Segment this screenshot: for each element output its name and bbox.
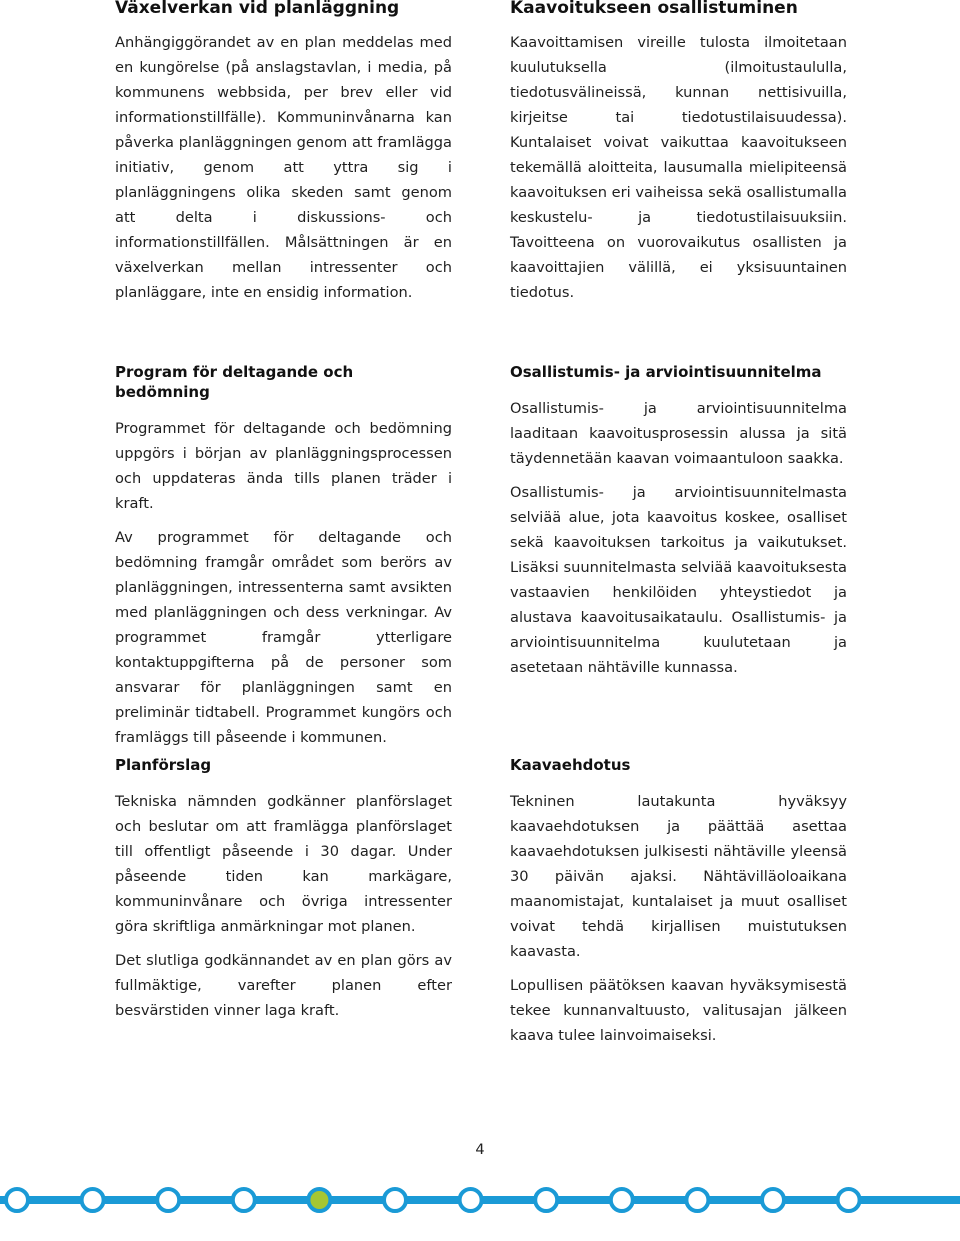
timeline-node: [686, 1189, 708, 1211]
section-program: [115, 362, 452, 759]
section-paragraph: Det slutliga godkännandet av en plan görs av fullmäktige, varefter planen efter besvärstiden vinner laga kraft.: [115, 952, 452, 1019]
section-paragraph: Tekniska nämnden godkänner planförslaget och beslutar om att framlägga planförslaget till offentligt påseende i 30 dagar. Under påseende tiden kan markägare, kommuninvånare och övriga intressenter göra skriftliga anmärkningar mot planen.: [115, 793, 452, 935]
timeline-node: [384, 1189, 406, 1211]
section-kaavaehdotus: [510, 755, 847, 1057]
section-title: Kaavoitukseen osallistuminen: [510, 0, 798, 18]
timeline-node: [157, 1189, 179, 1211]
timeline-node: [233, 1189, 255, 1211]
section-title: Program för deltagande och bedömning: [115, 363, 354, 401]
section-row-2: [115, 362, 847, 759]
section-paragraph: Osallistumis- ja arviointisuunnitelma laaditaan kaavoitusprosessin alussa ja sitä täydennetään kaavan voimaantuloon saakka.: [510, 400, 847, 467]
section-paragraph: Kaavoittamisen vireille tulosta ilmoitetaan kuulutuksella (ilmoitustaululla, tiedotusvälineissä, kunnan nettisivuilla, kirjeitse tai tiedotustilaisuudessa). Kuntalaiset voivat vaikuttaa kaavoitukseen tekemällä aloitteita, lausumalla mielipiteensä kaavoituksen eri vaiheissa sekä osallistumalla keskustelu- ja tiedotustilaisuuksiin. Tavoitteena on vuorovaikutus osallisten ja kaavoittajien välillä, ei yksisuuntainen tiedotus.: [510, 34, 847, 301]
section-suunnitelma: [510, 362, 847, 759]
section-paragraph: Programmet för deltagande och bedömning uppgörs i början av planläggningsprocessen och uppdateras ända tills planen träder i kraft.: [115, 420, 452, 512]
section-row-1: [115, 0, 847, 314]
section-title: Osallistumis- ja arviointisuunnitelma: [510, 363, 822, 381]
section-title: Växelverkan vid planläggning: [115, 0, 400, 18]
section-vaxelverkan: [115, 0, 452, 314]
section-paragraph: Tekninen lautakunta hyväksyy kaavaehdotuksen ja päättää asettaa kaavaehdotuksen julkisesti nähtäville yleensä 30 päivän ajaksi. Nähtävilläoloaikana maanomistajat, kuntalaiset ja muut osalliset voivat tehdä kirjallisen muistutuksen kaavasta.: [510, 793, 847, 960]
timeline-node: [762, 1189, 784, 1211]
timeline-node: [82, 1189, 104, 1211]
section-paragraph: Anhängiggörandet av en plan meddelas med en kungörelse (på anslagstavlan, i media, på kommunens webbsida, per brev eller vid informationstillfälle). Kommuninvånarna kan påverka planläggningen genom att framlägga initiativ, genom att yttra sig i planläggningens olika skeden samt genom att delta i diskussions- och informationstillfällen. Målsättningen är en växelverkan mellan intressenter och planläggare, inte en ensidig information.: [115, 34, 452, 301]
section-osallistuminen: [510, 0, 847, 314]
timeline-node: [460, 1189, 482, 1211]
timeline-decoration: [0, 1180, 960, 1220]
timeline-node: [838, 1189, 860, 1211]
section-paragraph: Av programmet för deltagande och bedömning framgår området som berörs av planläggningen, intressenterna samt avsikten med planläggningen och dess verkningar. Av programmet framgår ytterligare kontaktuppgifterna på de personer som ansvarar för planläggningen samt en preliminär tidtabell. Programmet kungörs och framläggs till påseende i kommunen.: [115, 529, 452, 746]
section-title: Planförslag: [115, 756, 212, 774]
section-planforslag: [115, 755, 452, 1057]
section-row-3: [115, 755, 847, 1057]
timeline-node: [6, 1189, 28, 1211]
timeline-node-active: [308, 1189, 330, 1211]
section-title: Kaavaehdotus: [510, 756, 631, 774]
page-number: 4: [475, 1142, 485, 1158]
section-paragraph: Lopullisen päätöksen kaavan hyväksymisestä tekee kunnanvaltuusto, valitusajan jälkeen kaava tulee lainvoimaiseksi.: [510, 977, 847, 1044]
timeline-node: [611, 1189, 633, 1211]
section-paragraph: Osallistumis- ja arviointisuunnitelmasta selviää alue, jota kaavoitus koskee, osalliset sekä kaavoituksen tarkoitus ja vaikutukset. Lisäksi suunnitelmasta selviää kaavoituksesta vastaavien henkilöiden yhteystiedot ja alustava kaavoitusaikataulu. Osallistumis- ja arviointisuunnitelma kuulutetaan ja asetetaan nähtäville kunnassa.: [510, 484, 847, 676]
timeline-node: [535, 1189, 557, 1211]
